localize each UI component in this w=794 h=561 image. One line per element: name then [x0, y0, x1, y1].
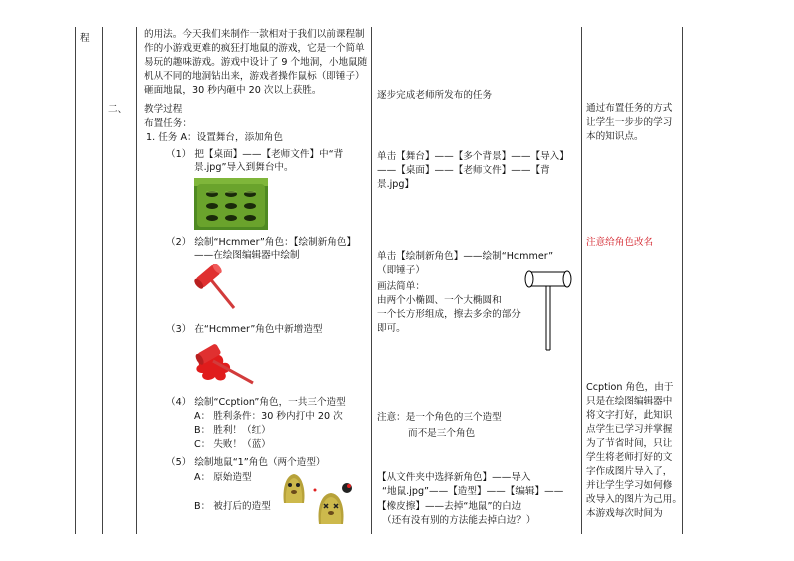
table-border-left	[75, 27, 76, 534]
student-mole-line1: 【从文件夹中选择新角色】——导入	[377, 472, 531, 483]
mole-hit-image	[313, 480, 357, 526]
hammer-outline-drawing	[523, 262, 573, 352]
student-mole-line2: “地鼠.jpg”——【造型】——【编辑】——	[382, 486, 564, 497]
purpose-line3: 本的知识点。	[586, 131, 644, 142]
student-hammer-line6: 即可。	[377, 323, 406, 334]
student-hammer-line2: （即锤子）	[377, 265, 425, 276]
table-border-right	[682, 27, 683, 534]
step5: （5） 绘制地鼠“1”角色（两个造型）	[166, 457, 326, 468]
caption-line1: Ccption 角色，由于	[586, 382, 674, 393]
student-step1-line1: 单击【舞台】——【多个背景】——【导入】	[377, 151, 569, 162]
section-number: 二、	[108, 104, 128, 115]
caption-line7: 字作成图片导入了，	[586, 466, 673, 477]
row-label-cheng: 程	[80, 33, 90, 44]
mole-original-image	[280, 471, 308, 505]
hammer-splat-sprite-image	[193, 341, 261, 387]
caption-line4: 点学生已学习并掌握	[586, 424, 673, 435]
intro-line-2: 作的小游戏更难的疯狂打地鼠的游戏，它是一个简单	[144, 43, 365, 54]
task-a: 1. 任务 A：设置舞台，添加角色	[146, 132, 283, 143]
intro-line-1: 的用法。今天我们来制作一款相对于我们以前课程制	[144, 29, 365, 40]
column-divider-4	[581, 27, 582, 534]
column-divider-1	[102, 27, 103, 534]
step1-line2: 景.jpg”导入到舞台中。	[194, 162, 294, 173]
step5-b: B： 被打后的造型	[194, 501, 271, 512]
intro-line-4: 机从不同的地洞钻出来，游戏者操作鼠标（即锤子）	[144, 71, 365, 82]
student-note-line2: 而不是三个角色	[408, 428, 476, 439]
caption-line10: 本游戏每次时间为	[586, 508, 663, 519]
student-mole-line3: 【橡皮擦】——去掉“地鼠”的白边	[377, 501, 522, 512]
step4-b: B： 胜利！（红）	[194, 425, 271, 436]
caption-line3: 将文字打好，此知识	[586, 410, 673, 421]
student-hammer-line4: 由两个小椭圆、一个大椭圆和	[377, 295, 502, 306]
step4-a: A： 胜利条件：30 秒内打中 20 次	[194, 411, 343, 422]
student-hammer-line3: 画法简单：	[377, 281, 425, 292]
student-note-line1: 注意：是一个角色的三个造型	[377, 412, 502, 423]
student-hammer-line5: 一个长方形组成，擦去多余的部分	[377, 309, 521, 320]
hammer-sprite-image	[194, 264, 240, 314]
game-background-image	[194, 178, 268, 230]
rename-note: 注意给角色改名	[586, 237, 654, 248]
caption-line2: 只是在绘图编辑器中	[586, 396, 673, 407]
step3: （3） 在“Hcmmer”角色中新增造型	[166, 324, 323, 335]
student-step1-line2: ——【桌面】——【老师文件】——【背	[377, 165, 550, 176]
intro-line-3: 易玩的趣味游戏。游戏中设计了 9 个地洞，小地鼠随	[144, 57, 368, 68]
purpose-line2: 让学生一步步的学习	[586, 117, 673, 128]
student-step1-line3: 景.jpg】	[377, 179, 415, 190]
column-divider-3	[371, 27, 372, 534]
student-hammer-line1: 单击【绘制新角色】——绘制“Hcmmer”	[377, 251, 554, 262]
process-title: 教学过程	[144, 104, 183, 115]
step4: （4） 绘制“Ccption”角色，一共三个造型	[166, 397, 346, 408]
step2-line1: （2） 绘制“Hcmmer”角色：【绘制新角色】	[166, 237, 357, 248]
step5-a: A： 原始造型	[194, 472, 252, 483]
intro-line-5: 砸面地鼠，30 秒内砸中 20 次以上获胜。	[144, 85, 322, 96]
caption-line5: 为了节省时间，只让	[586, 438, 673, 449]
student-mole-line4: （还有没有别的方法能去掉白边？）	[382, 515, 536, 526]
caption-line9: 改导入的图片为己用。	[586, 494, 682, 505]
column-divider-2	[136, 27, 137, 534]
caption-line8: 并让学生学习如何修	[586, 480, 673, 491]
step4-c: C： 失败！（蓝）	[194, 439, 271, 450]
caption-line6: 学生将老师打好的文	[586, 452, 673, 463]
purpose-line1: 通过布置任务的方式	[586, 103, 673, 114]
student-intro: 逐步完成老师所发布的任务	[377, 90, 493, 101]
step1-line1: （1） 把【桌面】——【老师文件】中“背	[166, 149, 344, 160]
assign-title: 布置任务：	[144, 118, 192, 129]
step2-line2: ——在绘图编辑器中绘制	[194, 250, 300, 261]
